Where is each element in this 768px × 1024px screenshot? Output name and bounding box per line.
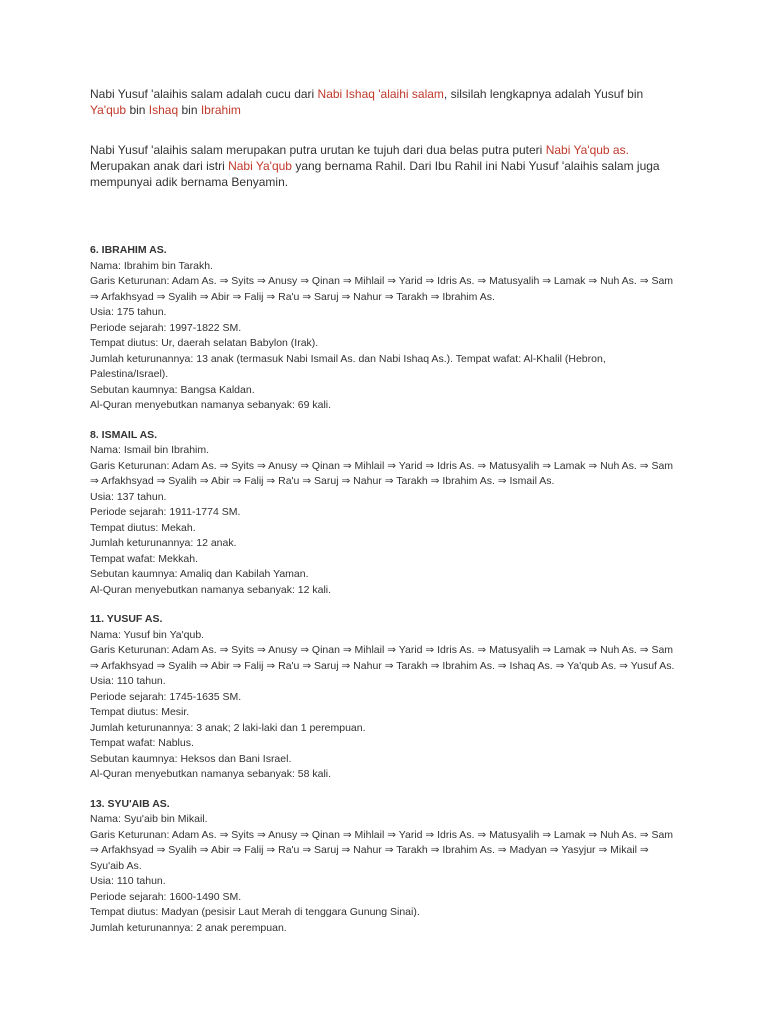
text: , silsilah lengkapnya adalah Yusuf bin <box>443 87 644 101</box>
section-line: Periode sejarah: 1911-1774 SM. <box>90 506 241 519</box>
section-line: Nama: Ismail bin Ibrahim. <box>90 444 210 457</box>
text: Nabi Yusuf 'alaihis salam merupakan putra urutan ke tujuh dari dua belas putra puteri <box>90 142 546 157</box>
section-line: Tempat diutus: Ur, daerah selatan Babylon (Irak). <box>90 337 319 350</box>
section-title: 8. ISMAIL AS. <box>90 428 158 441</box>
section-line: Usia: 137 tahun. <box>90 490 167 503</box>
text: Nabi Yusuf 'alaihis salam adalah cucu dari <box>90 87 318 101</box>
section-line: Al-Quran menyebutkan namanya sebanyak: 58 kali. <box>90 768 332 781</box>
section-line: Nama: Ibrahim bin Tarakh. <box>90 259 213 272</box>
link-ibrahim[interactable]: Ibrahim <box>200 103 241 118</box>
text: bin <box>126 103 149 118</box>
section-line: Tempat wafat: Nablus. <box>90 737 194 750</box>
link-nabi-ishaq[interactable]: Nabi Ishaq 'alaihi salam <box>317 87 444 101</box>
section-line: Garis Keturunan: Adam As. ⇒ Syits ⇒ Anusy ⇒ Qinan ⇒ Mihlail ⇒ Yarid ⇒ Idris As. ⇒ Matusyalih ⇒ Lamak ⇒ Nuh As. ⇒ Sam ⇒ Arfakhsyad ⇒ Syalih ⇒ Abir ⇒ Falij ⇒ Ra'u ⇒ Saruj ⇒ Nahur ⇒ Tarakh ⇒ Ibrahim As. <box>90 275 674 303</box>
intro-paragraph-1 <box>90 86 680 119</box>
section-line: Al-Quran menyebutkan namanya sebanyak: 69 kali. <box>90 399 332 412</box>
section-line: Tempat diutus: Madyan (pesisir Laut Merah di tenggara Gunung Sinai). <box>90 906 420 919</box>
section-line: Garis Keturunan: Adam As. ⇒ Syits ⇒ Anusy ⇒ Qinan ⇒ Mihlail ⇒ Yarid ⇒ Idris As. ⇒ Matusyalih ⇒ Lamak ⇒ Nuh As. ⇒ Sam ⇒ Arfakhsyad ⇒ Syalih ⇒ Abir ⇒ Falij ⇒ Ra'u ⇒ Saruj ⇒ Nahur ⇒ Tarakh ⇒ Ibrahim As. ⇒ Ismail As. <box>90 459 674 488</box>
section-line: Usia: 110 tahun. <box>90 675 166 688</box>
text: Merupakan anak dari istri <box>90 158 229 173</box>
section-yusuf <box>90 612 680 783</box>
section-line: Tempat diutus: Mesir. <box>90 706 190 719</box>
section-syuaib <box>90 797 680 937</box>
section-line: Periode sejarah: 1745-1635 SM. <box>90 690 242 703</box>
section-line: Al-Quran menyebutkan namanya sebanyak: 12 kali. <box>90 583 332 596</box>
section-line: Tempat diutus: Mekah. <box>90 521 196 534</box>
link-nabi-yaqub[interactable]: Nabi Ya'qub <box>228 158 292 173</box>
link-ishaq[interactable]: Ishaq <box>148 103 179 118</box>
section-title: 13. SYU'AIB AS. <box>90 797 170 810</box>
spacer <box>90 213 680 243</box>
text: bin <box>178 103 201 118</box>
section-line: Jumlah keturunannya: 12 anak. <box>90 537 237 550</box>
section-line: Nama: Syu'aib bin Mikail. <box>90 813 208 826</box>
section-line: Periode sejarah: 1997-1822 SM. <box>90 321 242 334</box>
intro-paragraph-2 <box>90 142 680 191</box>
section-line: Tempat wafat: Mekkah. <box>90 552 198 565</box>
document-page <box>90 86 680 950</box>
section-line: Jumlah keturunannya: 2 anak perempuan. <box>90 921 287 934</box>
text: yang bernama Rahil. Dari Ibu Rahil ini Nabi Yusuf 'alaihis salam juga mempunyai adik bernama Benyamin. <box>90 158 660 190</box>
section-line: Periode sejarah: 1600-1490 SM. <box>90 890 242 903</box>
section-line: Sebutan kaumnya: Amaliq dan Kabilah Yaman. <box>90 568 309 581</box>
section-line: Garis Keturunan: Adam As. ⇒ Syits ⇒ Anusy ⇒ Qinan ⇒ Mihlail ⇒ Yarid ⇒ Idris As. ⇒ Matusyalih ⇒ Lamak ⇒ Nuh As. ⇒ Sam ⇒ Arfakhsyad ⇒ Syalih ⇒ Abir ⇒ Falij ⇒ Ra'u ⇒ Saruj ⇒ Nahur ⇒ Tarakh ⇒ Ibrahim As. ⇒ Ishaq As. ⇒ Ya'qub As. ⇒ Yusuf As. <box>90 644 675 672</box>
section-line: Sebutan kaumnya: Bangsa Kaldan. <box>90 383 255 396</box>
link-nabi-yaqub-as[interactable]: Nabi Ya'qub as. <box>545 142 629 157</box>
section-line: Nama: Yusuf bin Ya'qub. <box>90 628 205 641</box>
section-line: Jumlah keturunannya: 3 anak; 2 laki-laki dan 1 perempuan. <box>90 721 366 734</box>
section-title: 11. YUSUF AS. <box>90 613 163 626</box>
section-line: Sebutan kaumnya: Heksos dan Bani Israel. <box>90 752 292 765</box>
section-line: Usia: 175 tahun. <box>90 306 167 319</box>
section-ismail <box>90 428 680 599</box>
section-line: Usia: 110 tahun. <box>90 875 166 888</box>
section-ibrahim <box>90 243 680 414</box>
section-line: Garis Keturunan: Adam As. ⇒ Syits ⇒ Anusy ⇒ Qinan ⇒ Mihlail ⇒ Yarid ⇒ Idris As. ⇒ Matusyalih ⇒ Lamak ⇒ Nuh As. ⇒ Sam ⇒ Arfakhsyad ⇒ Syalih ⇒ Abir ⇒ Falij ⇒ Ra'u ⇒ Saruj ⇒ Nahur ⇒ Tarakh ⇒ Ibrahim As. ⇒ Madyan ⇒ Yasyjur ⇒ Mikail ⇒ Syu'aib As. <box>90 828 674 872</box>
section-title: 6. IBRAHIM AS. <box>90 244 167 257</box>
section-line: Jumlah keturunannya: 13 anak (termasuk Nabi Ismail As. dan Nabi Ishaq As.). Tempat wafat: Al-Khalil (Hebron, Palestina/Israel). <box>90 352 606 381</box>
link-yaqub[interactable]: Ya'qub <box>90 103 127 118</box>
